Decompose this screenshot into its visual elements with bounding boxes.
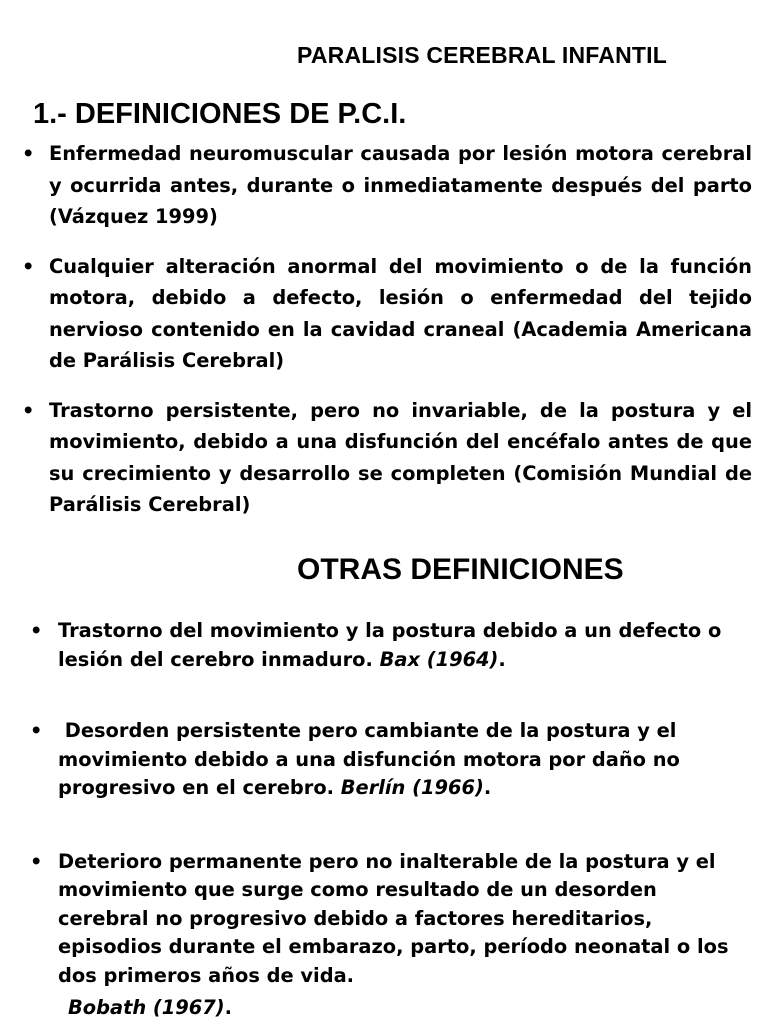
citation-line xyxy=(58,994,750,1023)
list-item: • Trastorno persistente, pero no invariable, de la postura y el movimiento, debido a una disfunción del encéfalo antes de que su crecimiento y desarrollo se completen (Comisión Mundial de Parálisis Cerebral) xyxy=(22,395,752,521)
list-item xyxy=(30,717,750,803)
definition-text: Trastorno del movimiento y la postura debido a un defecto o lesión del cerebro inmaduro. xyxy=(58,619,722,671)
citation: Bobath (1967) xyxy=(68,996,225,1019)
list-item: • Cualquier alteración anormal del movimiento o de la función motora, debido a defecto, lesión o enfermedad del tejido nervioso contenido en la cavidad craneal (Academia Americana de Parálisis Cerebral) xyxy=(22,251,752,377)
list-item: • Enfermedad neuromuscular causada por lesión motora cerebral y ocurrida antes, durante o inmediatamente después del parto (Vázquez 1999) xyxy=(22,138,752,233)
list-item xyxy=(30,617,750,674)
citation: Berlín (1966) xyxy=(340,776,484,799)
citation: Bax (1964) xyxy=(379,647,499,671)
definition-text: Desorden persistente pero cambiante de la postura y el movimiento debido a una disfunción motora por daño no progresivo en el cerebro. xyxy=(58,719,680,799)
citation-end: . xyxy=(224,996,232,1019)
definitions-list xyxy=(22,138,752,539)
section1-heading: 1.- DEFINICIONES DE P.C.I. xyxy=(33,98,407,130)
citation-end: . xyxy=(498,647,506,671)
other-definitions-list xyxy=(30,617,750,1023)
list-item xyxy=(30,848,750,1023)
page-title: PARALISIS CEREBRAL INFANTIL xyxy=(296,42,667,68)
citation-end: . xyxy=(483,776,492,799)
definition-text: Deterioro permanente pero no inalterable de la postura y el movimiento que surge como resultado de un desorden cerebral no progresivo debido a factores hereditarios, episodios durante el embarazo, parto, período neonatal o los dos primeros años de vida. xyxy=(58,849,729,987)
section2-heading: OTRAS DEFINICIONES xyxy=(297,553,624,586)
